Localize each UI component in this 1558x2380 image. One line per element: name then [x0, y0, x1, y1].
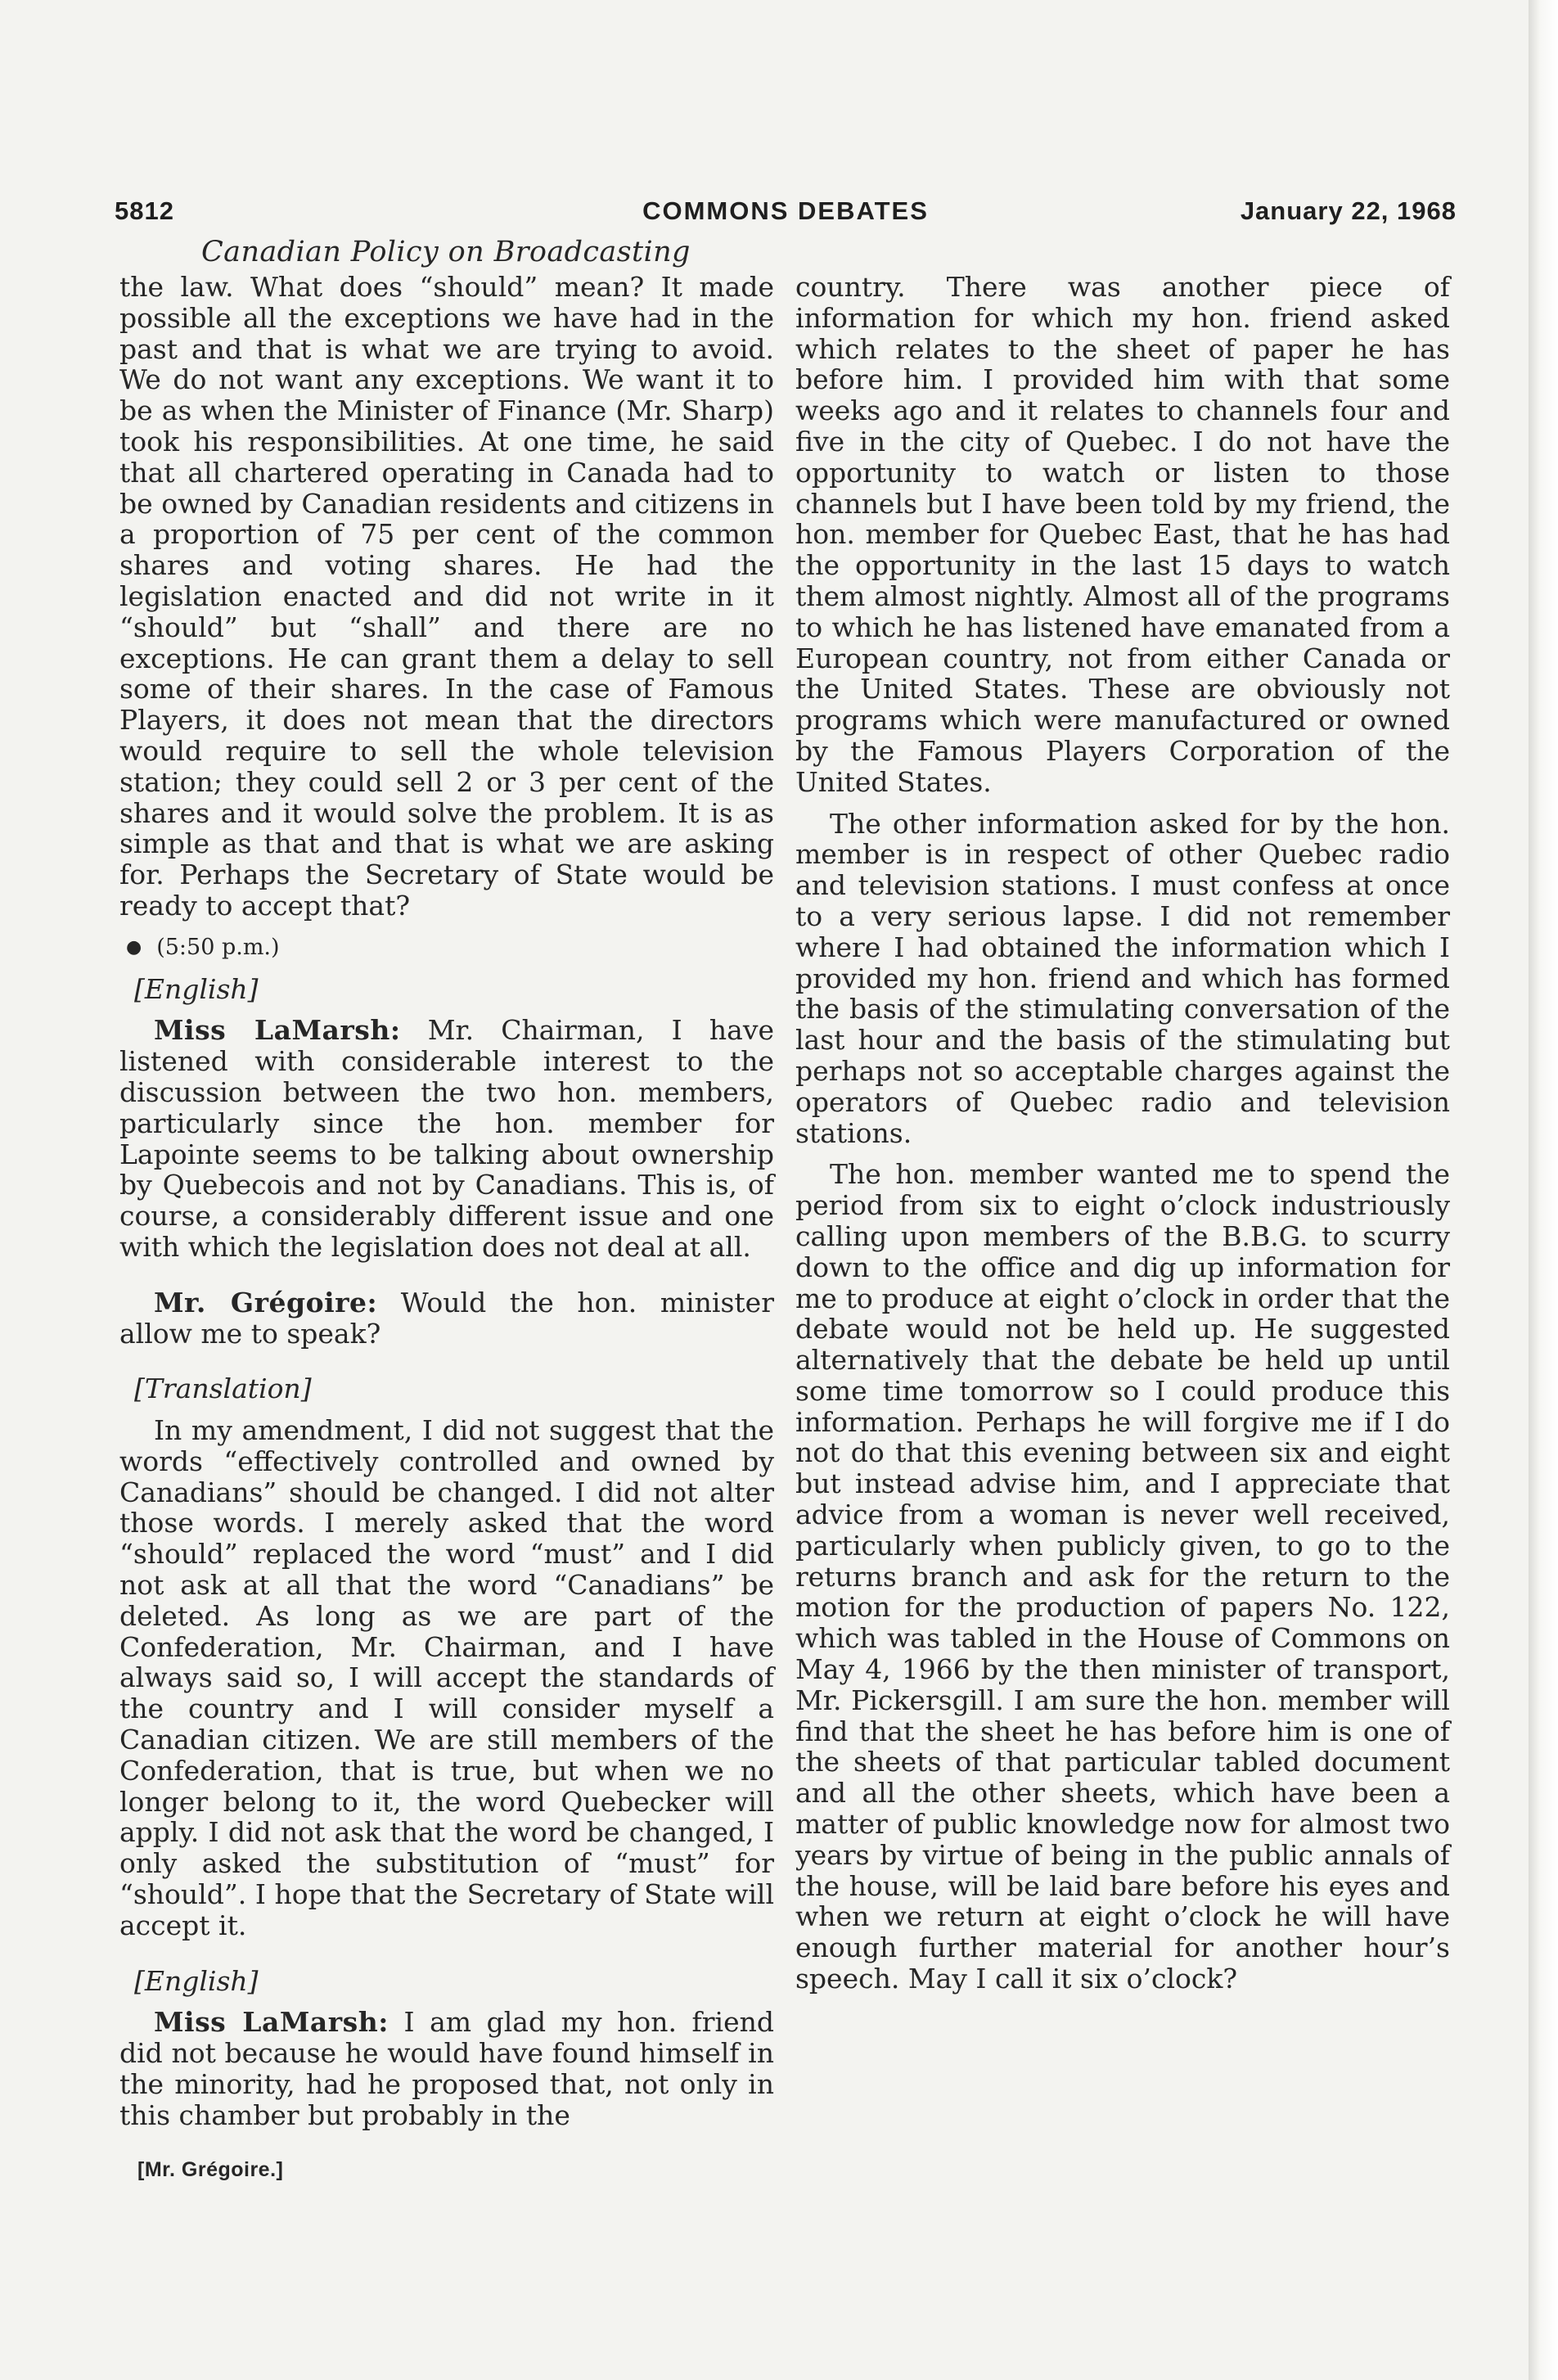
speech-text: Would the hon. minister allow me to speak? [119, 1286, 774, 1350]
speech-text: Mr. Chairman, I have listened with considerable interest to the discussion between the two hon. members, particularly since the hon. member for Lapointe seems to be talking about ownership by Quebecois and not by Canadians. This is, of course, a considerably different issue and one with which the legislation does not deal at all. [119, 1014, 774, 1263]
paragraph: the law. What does “should” mean? It made possible all the exceptions we have had in the past and that is what we are trying to avoid. We do not want any exceptions. We want it to be as when the Minister of Finance (Mr. Sharp) took his responsibilities. At one time, he said that all chartered operating in Canada had to be owned by Canadian residents and citizens in a proportion of 75 per cent of the common shares and voting shares. He had the legislation enacted and did not write in it “should” but “shall” and there are no exceptions. He can grant them a delay to sell some of their shares. In the case of Famous Players, it does not mean that the directors would require to sell the whole television station; they could sell 2 or 3 per cent of the shares and it would solve the problem. It is as simple as that and that is what we are asking for. Perhaps the Secretary of State would be ready to accept that? [119, 271, 774, 922]
speech-text: I am glad my hon. friend did not because he would have found himself in the minority, had he proposed that, not only in this chamber but probably in the [119, 2006, 774, 2131]
speech-paragraph [119, 1287, 774, 1350]
timestamp: (5:50 p.m.) [156, 934, 280, 960]
speech-paragraph [119, 1015, 774, 1262]
paragraph: The hon. member wanted me to spend the period from six to eight o’clock industriously calling upon members of the B.B.G. to scurry down to the office and dig up information for me to produce at eight o’clock in order that the debate would not be held up. He suggested alternatively that the debate be held up until some time tomorrow so I could produce this information. Perhaps he will forgive me if I do not do that this evening between six and eight but instead advise him, and I appreciate that advice from a woman is never well received, particularly when publicly given, to go to the returns branch and ask for the return to the motion for the production of papers No. 122, which was tabled in the House of Commons on May 4, 1966 by the then minister of transport, Mr. Pickersgill. I am sure the hon. member will find that the sheet he has before him is one of the sheets of that particular tabled document and all the other sheets, which have been a matter of public knowledge now for almost two years by virtue of being in the public annals of the house, will be laid bare before his eyes and when we return at eight o’clock he will have enough further material for another hour’s speech. May I call it six o’clock? [795, 1158, 1450, 1995]
speaker-name: Miss LaMarsh: [154, 1014, 401, 1047]
page-number: 5812 [115, 196, 174, 225]
language-marker: [English] [134, 1964, 259, 1997]
language-marker: [English] [134, 972, 259, 1005]
speaker-footnote: [Mr. Grégoire.] [137, 2158, 284, 2181]
paragraph: country. There was another piece of information for which my hon. friend asked which relates to the sheet of paper he has before him. I provided him with that some weeks ago and it relates to channels four and five in the city of Quebec. I do not have the opportunity to watch or listen to those channels but I have been told by my friend, the hon. member for Quebec East, that he has had the opportunity in the last 15 days to watch them almost nightly. Almost all of the programs to which he has listened have emanated from a European country, not from either Canada or the United States. These are obviously not programs which were manufactured or owned by the Famous Players Corporation of the United States. [795, 271, 1450, 798]
speaker-name: Miss LaMarsh: [154, 2006, 389, 2039]
speaker-name: Mr. Grégoire: [154, 1286, 378, 1318]
timestamp-line [119, 932, 774, 963]
page-header [115, 196, 1457, 229]
publication-title: COMMONS DEBATES [642, 196, 929, 225]
speech-paragraph [119, 2007, 774, 2130]
page-edge [1529, 0, 1558, 2380]
right-column [795, 272, 1450, 1995]
bullet-icon: ● [126, 936, 142, 958]
paragraph: In my amendment, I did not suggest that the words “effectively controlled and owned by Canadians” should be changed. I did not alter those words. I merely asked that the word “should” replaced the word “must” and I did not ask at all that the word “Canadians” be deleted. As long as we are part of the Confederation, Mr. Chairman, and I have always said so, I will accept the standards of the country and I will consider myself a Canadian citizen. We are still members of the Confederation, that is true, but when we no longer belong to it, the word Quebecker will apply. I did not ask that the word be changed, I only asked the substitution of “must” for “should”. I hope that the Secretary of State will accept it. [119, 1414, 774, 1941]
left-column [119, 272, 774, 2131]
section-subtitle: Canadian Policy on Broadcasting [201, 236, 691, 268]
paragraph: The other information asked for by the hon. member is in respect of other Quebec radio and television stations. I must confess at once to a very serious lapse. I did not remember where I had obtained the information which I provided my hon. friend and which has formed the basis of the stimulating conversation of the last hour and the basis of the stimulating but perhaps not so acceptable charges against the operators of Quebec radio and television stations. [795, 807, 1450, 1149]
language-marker: [Translation] [134, 1373, 312, 1405]
publication-date: January 22, 1968 [1240, 196, 1457, 225]
